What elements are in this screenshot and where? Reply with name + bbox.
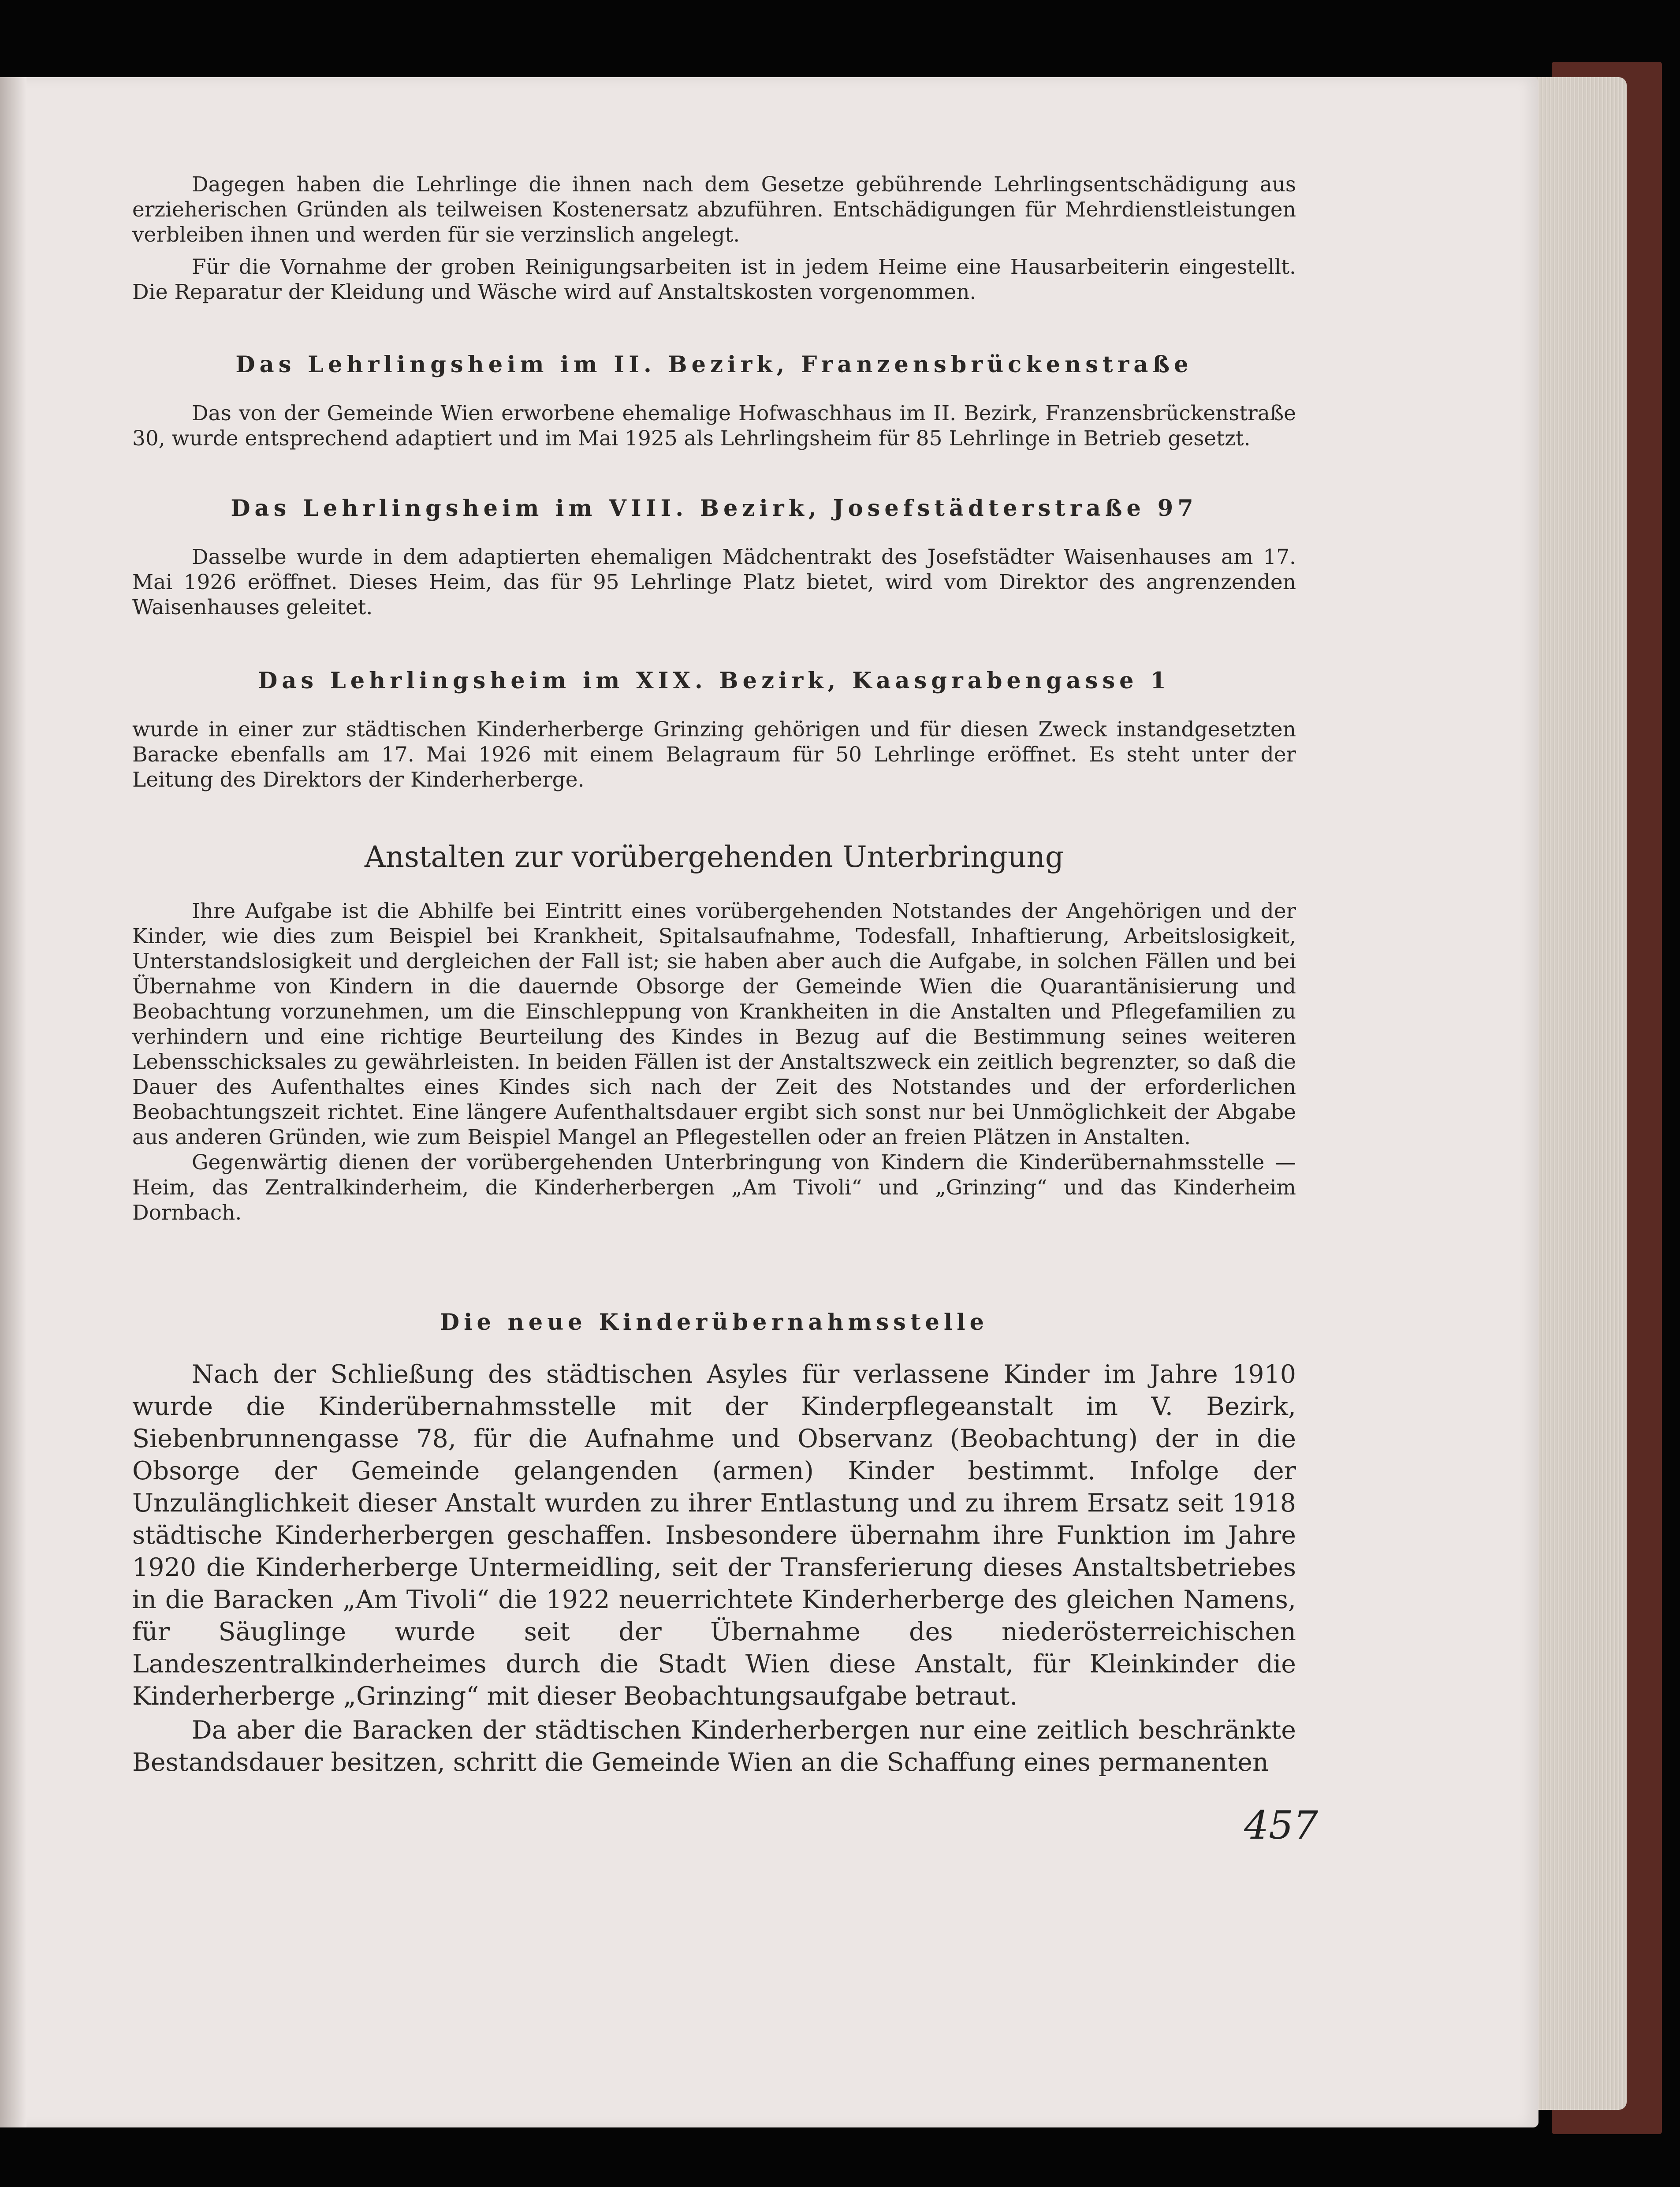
page-gutter (0, 77, 26, 2127)
main-paragraph-2: Gegenwärtig dienen der vorübergehenden Unterbringung von Kindern die Kinderübernahmsstelle — Heim, das Zentralkinderheim, die Kinderherbergen „Am Tivoli“ und „Grinzing“ und das Kinderheim Dornbach. (132, 1150, 1296, 1225)
text-column (132, 172, 1296, 1779)
section-text-3: wurde in einer zur städtischen Kinderherberge Grinzing gehörigen und für diesen Zweck instandgesetzten Baracke ebenfalls am 17. Mai 1926 mit einem Belagraum für 50 Lehrlinge eröffnet. Es steht unter der Leitung des Direktors der Kinderherberge. (132, 717, 1296, 792)
page-number: 457 (1244, 1803, 1318, 1848)
section-heading-3: Das Lehrlingsheim im XIX. Bezirk, Kaasgrabengasse 1 (258, 668, 1170, 694)
sub-paragraph-1: Nach der Schließung des städtischen Asyles für verlassene Kinder im Jahre 1910 wurde die Kinderübernahmsstelle mit der Kinderpflegeanstalt im V. Bezirk, Siebenbrunnengasse 78, für die Aufnahme und Observanz (Beobachtung) der in die Obsorge der Gemeinde gelangenden (armen) Kinder bestimmt. Infolge der Unzulänglichkeit dieser Anstalt wurden zu ihrer Entlastung und zu ihrem Ersatz seit 1918 städtische Kinderherbergen geschaffen. Insbesondere übernahm ihre Funktion im Jahre 1920 die Kinderherberge Untermeidling, seit der Transferierung dieses Anstaltsbetriebes in die Baracken „Am Tivoli“ die 1922 neuerrichtete Kinderherberge des gleichen Namens, für Säuglinge wurde seit der Übernahme des niederösterreichischen Landeszentralkinderheimes durch die Stadt Wien diese Anstalt, für Kleinkinder die Kinderherberge „Grinzing“ mit dieser Beobachtungsaufgabe betraut. (132, 1360, 1296, 1711)
section-text-1: Das von der Gemeinde Wien erworbene ehemalige Hofwaschhaus im II. Bezirk, Franzensbrückenstraße 30, wurde entsprechend adaptiert und im Mai 1925 als Lehrlingsheim für 85 Lehrlinge in Betrieb gesetzt. (132, 401, 1296, 451)
intro-paragraph-2: Für die Vornahme der groben Reinigungsarbeiten ist in jedem Heime eine Hausarbeiterin eingestellt. Die Reparatur der Kleidung und Wäsche wird auf Anstaltskosten vorgenommen. (132, 255, 1296, 304)
sub-heading: Die neue Kinderübernahmsstelle (440, 1309, 989, 1336)
section-heading-1: Das Lehrlingsheim im II. Bezirk, Franzensbrückenstraße (235, 351, 1193, 378)
section-text-2: Dasselbe wurde in dem adaptierten ehemaligen Mädchentrakt des Josefstädter Waisenhauses am 17. Mai 1926 eröffnet. Dieses Heim, das für 95 Lehrlinge Platz bietet, wird vom Direktor des angrenzenden Waisenhauses geleitet. (132, 545, 1296, 620)
section-heading-2: Das Lehrlingsheim im VIII. Bezirk, Josefstädterstraße 97 (231, 495, 1198, 522)
intro-paragraph-1: Dagegen haben die Lehrlinge die ihnen nach dem Gesetze gebührende Lehrlingsentschädigung aus erzieherischen Gründen als teilweisen Kostenersatz abzuführen. Entschädigungen für Mehrdienstleistungen verbleiben ihnen und werden für sie verzinslich angelegt. (132, 172, 1296, 247)
sub-paragraph-2: Da aber die Baracken der städtischen Kinderherbergen nur eine zeitlich beschränkte Bestandsdauer besitzen, schritt die Gemeinde Wien an die Schaffung eines permanenten (132, 1716, 1296, 1777)
main-paragraph-1: Ihre Aufgabe ist die Abhilfe bei Eintritt eines vorübergehenden Notstandes der Angehörigen und der Kinder, wie dies zum Beispiel bei Krankheit, Spitalsaufnahme, Todesfall, Inhaftierung, Arbeitslosigkeit, Unterstandslosigkeit und dergleichen der Fall ist; sie haben aber auch die Aufgabe, in solchen Fällen und bei Übernahme von Kindern in die dauernde Obsorge der Gemeinde Wien die Quarantänisierung und Beobachtung vorzunehmen, um die Einschleppung von Krankheiten in die Anstalten und Pflegefamilien zu verhindern und eine richtige Beurteilung des Kindes in Bezug auf die Bestimmung seines weiteren Lebensschicksales zu gewährleisten. In beiden Fällen ist der Anstaltszweck ein zeitlich begrenzter, so daß die Dauer des Aufenthaltes eines Kindes sich nach der Zeit des Notstandes und der erforderlichen Beobachtungszeit richtet. Eine längere Aufenthaltsdauer ergibt sich sonst nur bei Unmöglichkeit der Abgabe aus anderen Gründen, wie zum Beispiel Mangel an Pflegestellen oder an freien Plätzen in Anstalten. (132, 899, 1296, 1149)
main-heading: Anstalten zur vorübergehenden Unterbringung (364, 840, 1064, 874)
